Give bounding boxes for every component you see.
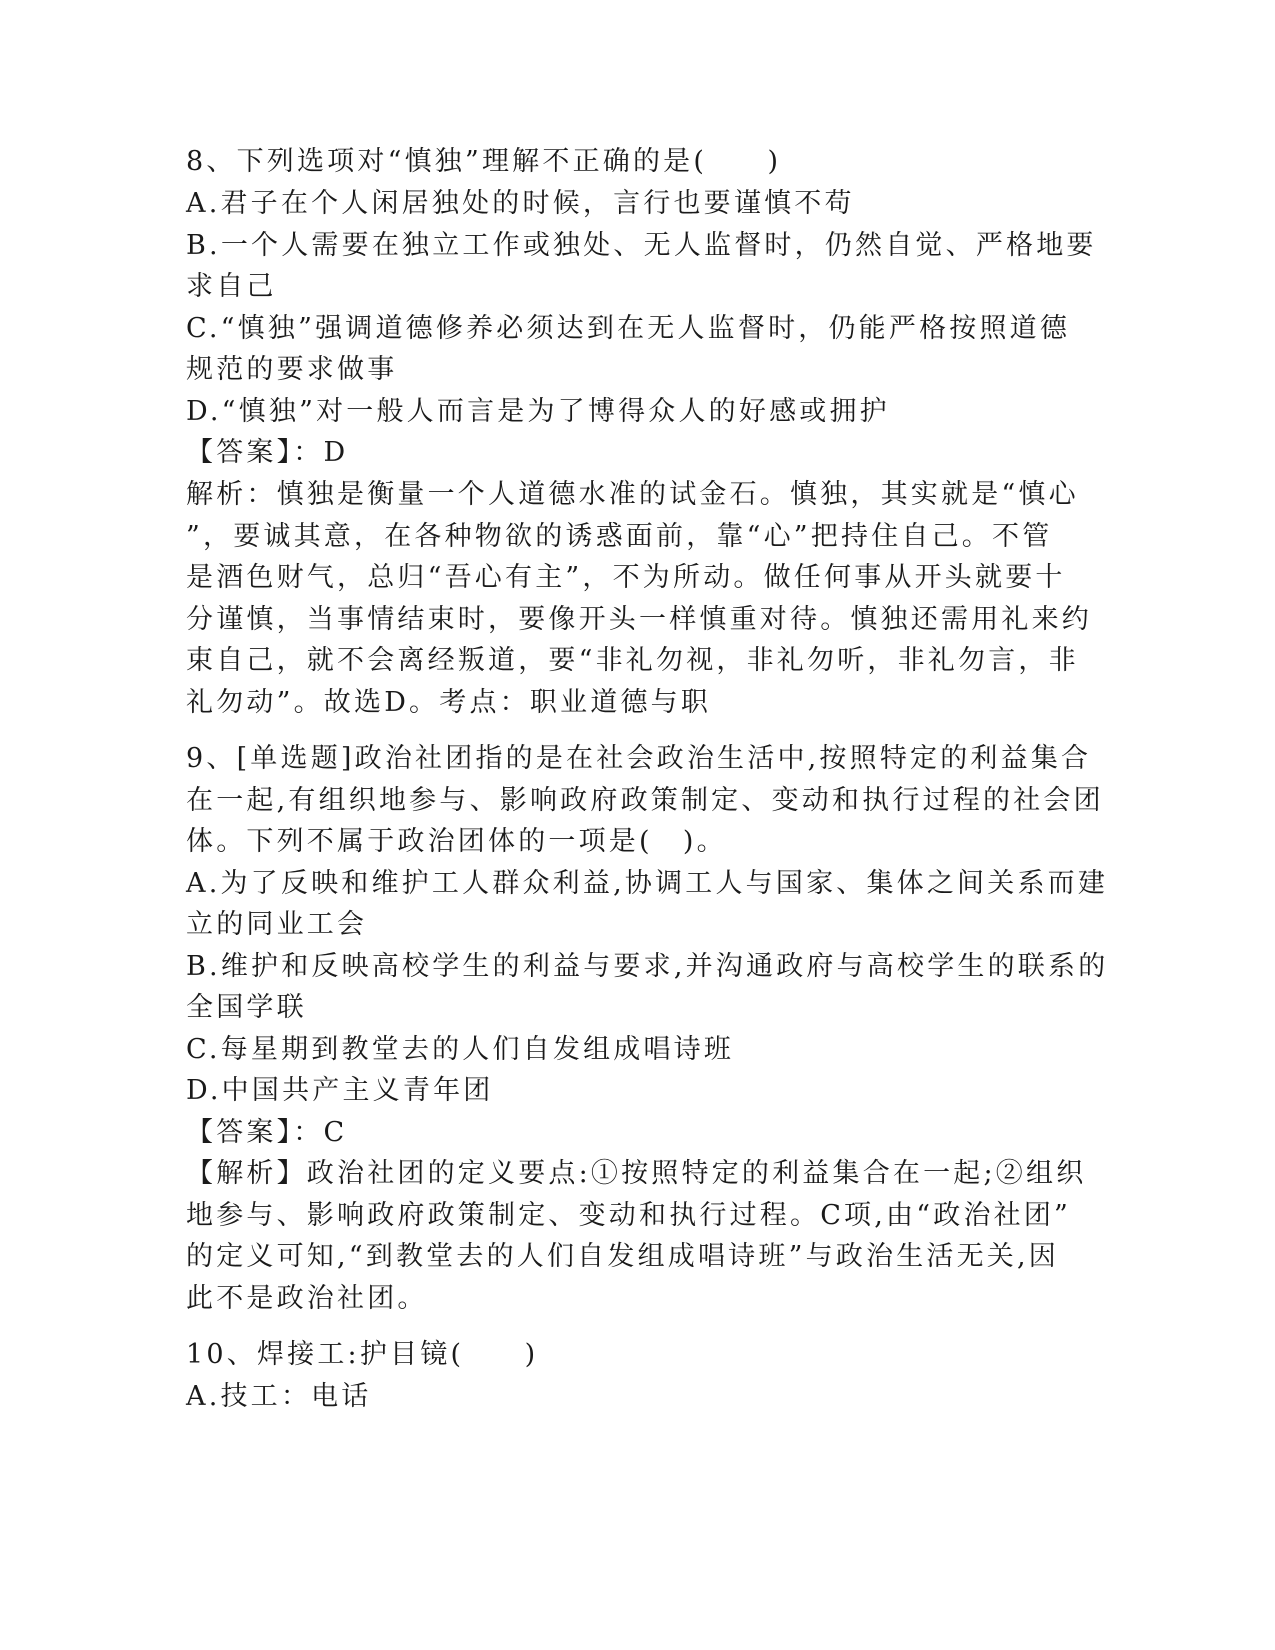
question-8-option-b: B.一个人需要在独立工作或独处、无人监督时，仍然自觉、严格地要 bbox=[186, 230, 1097, 261]
question-8-analysis-line: 礼勿动”。故选D。考点：职业道德与职 bbox=[186, 687, 712, 718]
question-8-analysis-line: 分谨慎，当事情结束时，要像开头一样慎重对待。慎独还需用礼来约 bbox=[186, 604, 1092, 635]
question-9-analysis-line: 地参与、影响政府政策制定、变动和执行过程。C项,由“政治社团” bbox=[186, 1200, 1072, 1231]
question-8-analysis-line: 束自己，就不会离经叛道，要“非礼勿视，非礼勿听，非礼勿言，非 bbox=[186, 645, 1079, 676]
question-9-analysis-line: 此不是政治社团。 bbox=[186, 1283, 428, 1314]
question-9-title-cont: 体。下列不属于政治团体的一项是( )。 bbox=[186, 826, 727, 857]
question-8-option-b-cont: 求自己 bbox=[186, 271, 277, 302]
question-8-analysis-line: 是酒色财气，总归“吾心有主”，不为所动。做任何事从开头就要十 bbox=[186, 562, 1066, 593]
question-8-analysis-line: 解析：慎独是衡量一个人道德水准的试金石。慎独，其实就是“慎心 bbox=[186, 479, 1079, 510]
question-10-option-a: A.技工：电话 bbox=[186, 1381, 372, 1412]
question-8-option-d: D.“慎独”对一般人而言是为了博得众人的好感或拥护 bbox=[186, 396, 890, 427]
question-8-option-c-cont: 规范的要求做事 bbox=[186, 354, 398, 385]
question-9-option-a-cont: 立的同业工会 bbox=[186, 909, 368, 940]
question-9-option-c: C.每星期到教堂去的人们自发组成唱诗班 bbox=[186, 1034, 735, 1065]
question-8-title: 8、下列选项对“慎独”理解不正确的是( ) bbox=[186, 146, 782, 177]
question-8-analysis-line: ”，要诚其意，在各种物欲的诱惑面前，靠“心”把持住自己。不管 bbox=[186, 521, 1053, 552]
question-9-analysis-line: 的定义可知,“到教堂去的人们自发组成唱诗班”与政治生活无关,因 bbox=[186, 1241, 1059, 1272]
question-9-option-b-cont: 全国学联 bbox=[186, 992, 307, 1023]
question-8-answer: 【答案】：D bbox=[186, 437, 349, 468]
question-9-title: 9、[单选题]政治社团指的是在社会政治生活中,按照特定的利益集合 bbox=[186, 743, 1092, 774]
question-9-option-b: B.维护和反映高校学生的利益与要求,并沟通政府与高校学生的联系的 bbox=[186, 951, 1109, 982]
question-9-option-a: A.为了反映和维护工人群众利益,协调工人与国家、集体之间关系而建 bbox=[186, 868, 1109, 899]
question-8-option-c: C.“慎独”强调道德修养必须达到在无人监督时，仍能严格按照道德 bbox=[186, 313, 1071, 344]
question-9-title-cont: 在一起,有组织地参与、影响政府政策制定、变动和执行过程的社会团 bbox=[186, 785, 1104, 816]
question-9-analysis-line: 【解析】政治社团的定义要点:①按照特定的利益集合在一起;②组织 bbox=[186, 1158, 1087, 1189]
question-10-title: 10、焊接工:护目镜( ) bbox=[186, 1339, 539, 1370]
question-8-option-a: A.君子在个人闲居独处的时候，言行也要谨慎不苟 bbox=[186, 188, 855, 219]
question-9-answer: 【答案】：C bbox=[186, 1117, 348, 1148]
question-9-option-d: D.中国共产主义青年团 bbox=[186, 1075, 494, 1106]
